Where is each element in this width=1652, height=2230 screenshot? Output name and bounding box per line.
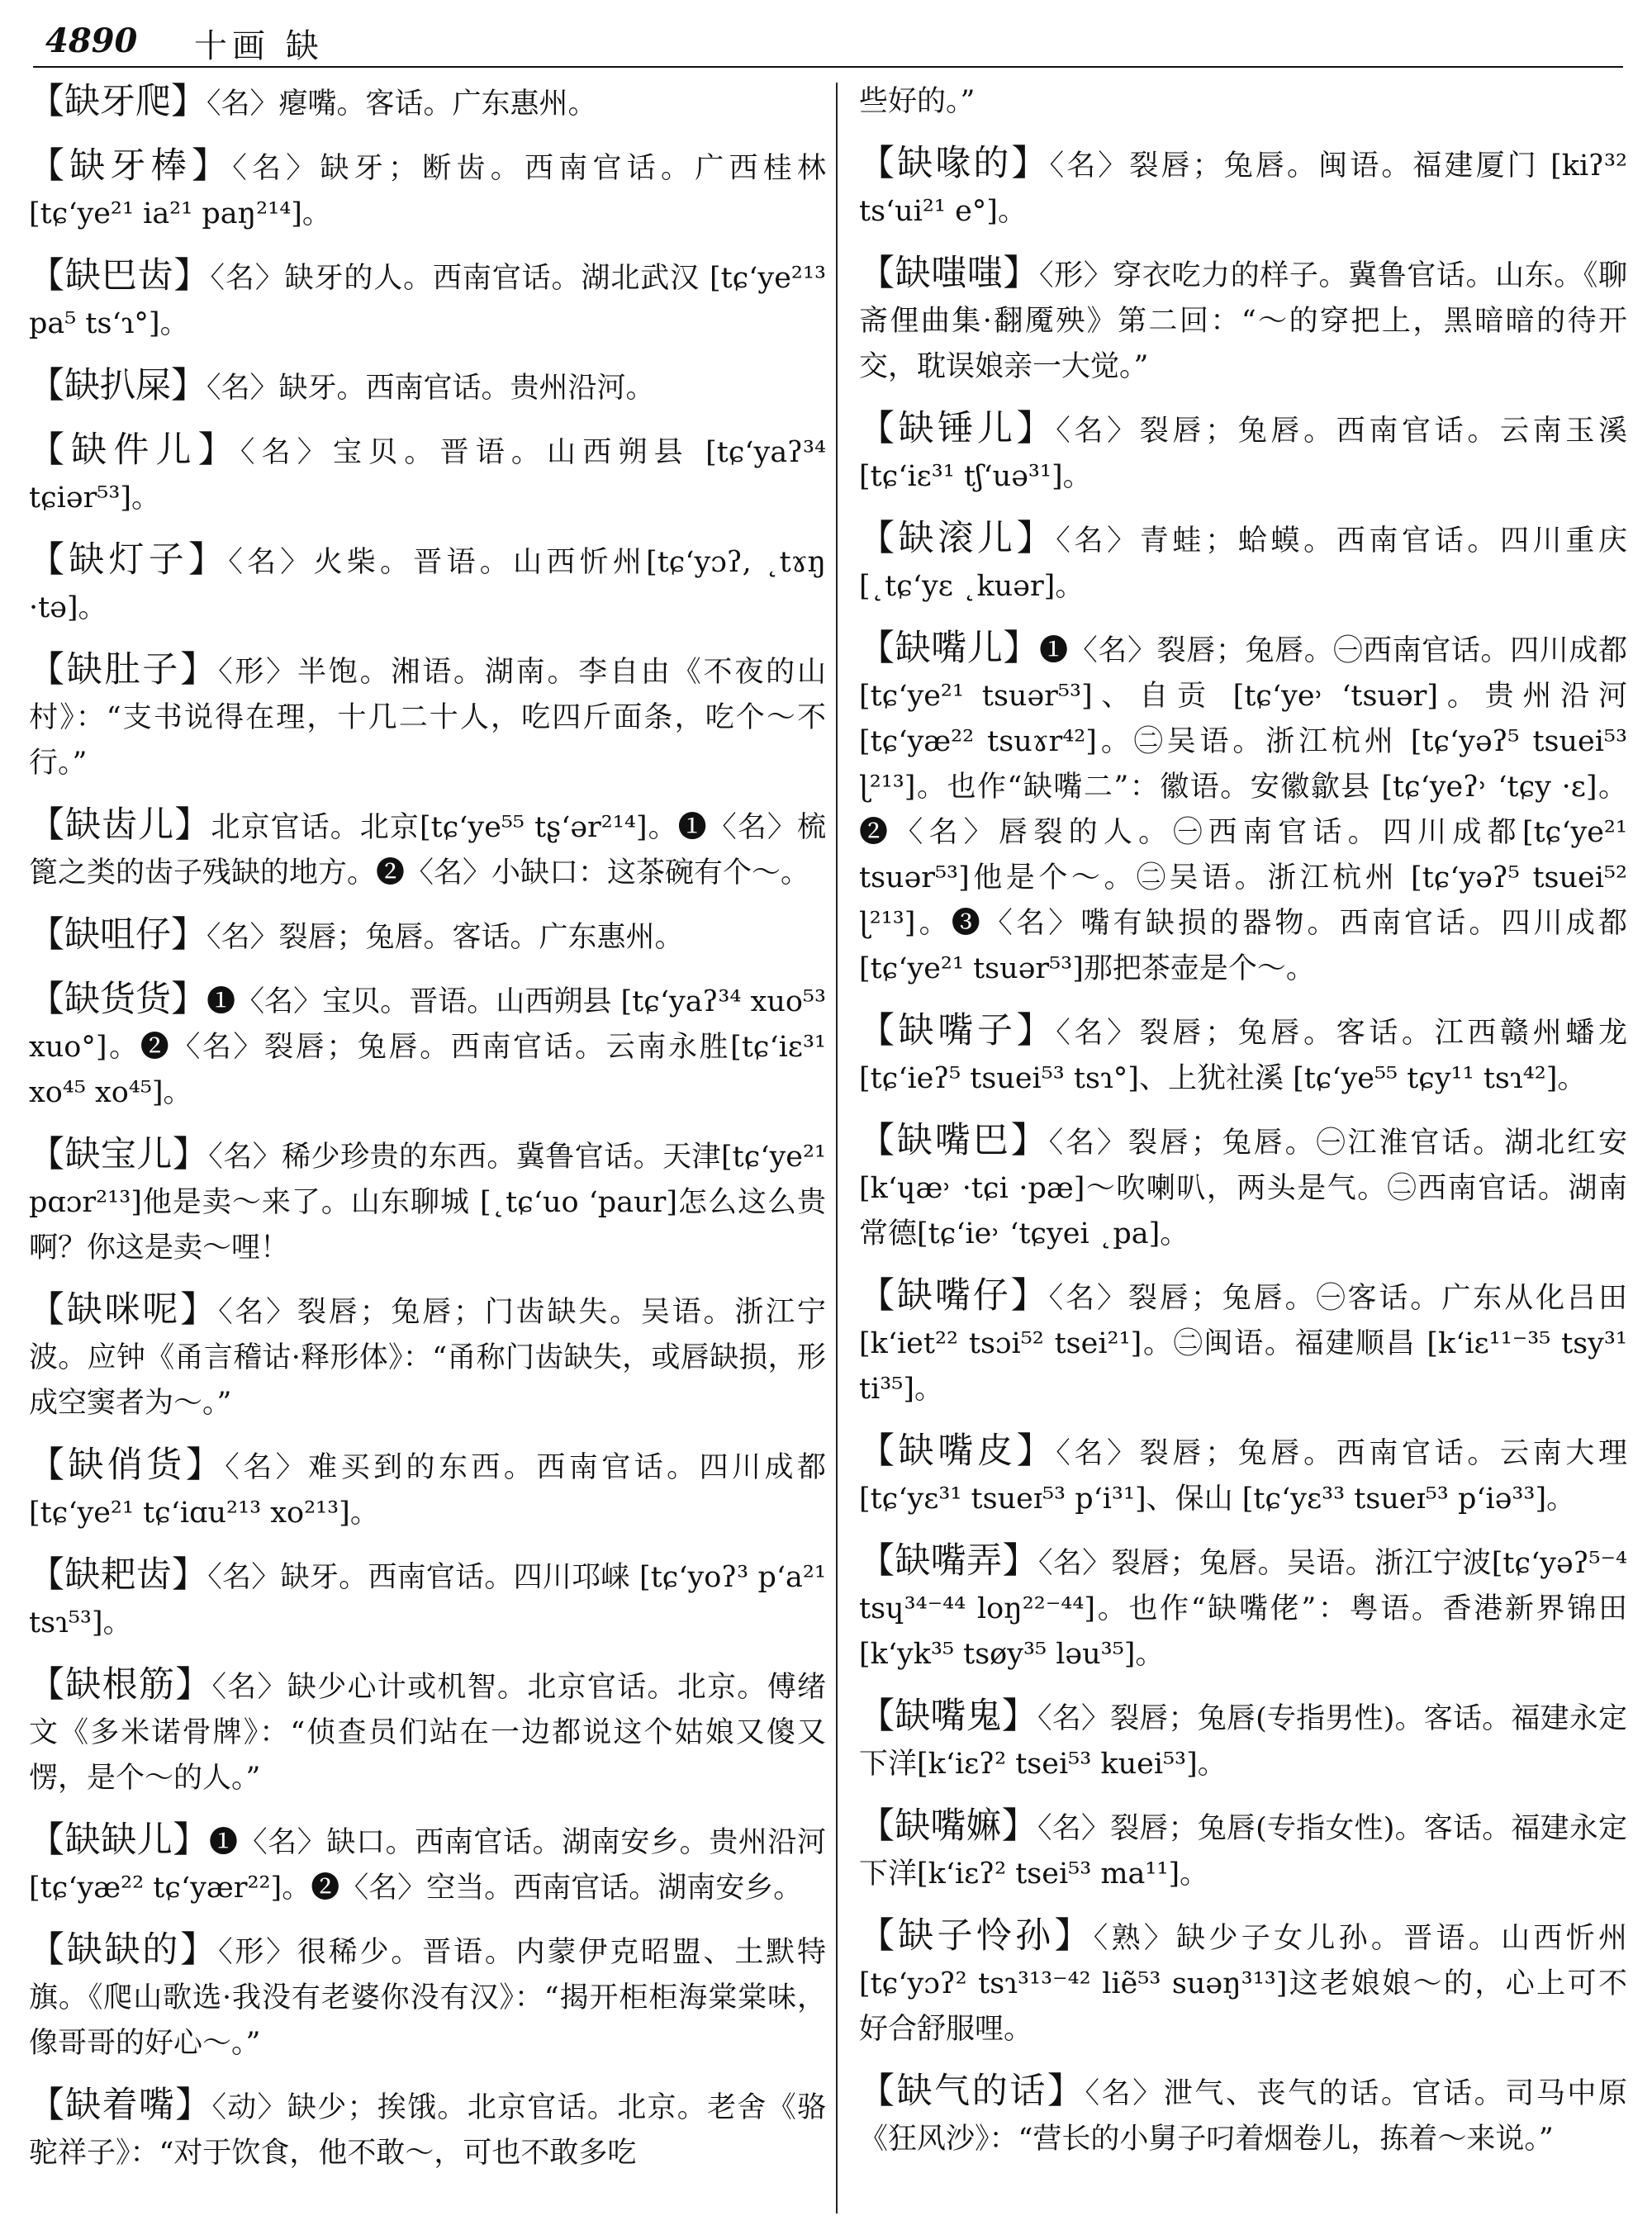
dictionary-entry [29,1132,826,1271]
entry-definition: 〈名〉难买到的东西。西南官话。四川成都 [tɕ‘ye²¹ tɕ‘iɑu²¹³ xo²¹³]。 [29,1451,826,1530]
dictionary-entry [29,913,826,961]
dictionary-entry [859,1539,1627,1677]
entry-definition: 〈名〉裂唇；兔唇。闽语。福建厦门 [kiʔ³² ts‘ui²¹ e°]。 [859,149,1628,228]
dictionary-entry [859,1914,1627,2052]
entry-headword: 【缺牙爬】 [29,81,206,122]
entry-headword: 【缺嘴嫲】 [859,1805,1037,1847]
entry-definition: ❶〈名〉宝贝。晋语。山西朔县 [tɕ‘yaʔ³⁴ xuo⁵³ xuo°]。❷〈名〉裂唇；兔唇。西南官话。云南永胜[tɕ‘iɛ³¹ xo⁴⁵ xo⁴⁵]。 [29,985,826,1109]
entry-definition: 北京官话。北京[tɕ‘ye⁵⁵ tʂ‘ər²¹⁴]。❶〈名〉梳篦之类的齿子残缺的地方。❷〈名〉小缺口：这茶碗有个～。 [29,811,826,890]
entry-headword: 【缺缺儿】 [29,1820,209,1861]
entry-headword: 【缺气的话】 [859,2071,1085,2112]
dictionary-entry [29,363,826,411]
entry-definition: 〈名〉裂唇；兔唇。西南官话。云南大理 [tɕ‘yɛ³¹ tsueɪ⁵³ p‘i³¹]、保山 [tɕ‘yɛ³³ tsueɪ⁵³ p‘iə³³]。 [859,1437,1627,1516]
dictionary-entry [29,1443,826,1536]
right-column [859,79,1627,2179]
entry-definition: 〈名〉裂唇；兔唇。客话。广东惠州。 [206,921,684,954]
entry-definition: 〈名〉泄气、丧气的话。官话。司马中原《狂风沙》：“营长的小舅子叼着烟卷儿，拣着～来说。” [859,2077,1627,2156]
entry-definition: 〈名〉青蛙；蛤蟆。西南官话。四川重庆 [˛tɕ‘yɛ ˛kuər]。 [859,524,1627,603]
dictionary-entry [29,79,826,127]
entry-definition: 〈名〉火柴。晋语。山西忻州[tɕ‘yɔʔ, ˛tɤŋ ·tə]。 [29,546,827,624]
dictionary-entry [859,1274,1627,1412]
entry-headword: 【缺根筋】 [29,1664,212,1706]
entry-definition: 〈名〉宝贝。晋语。山西朔县 [tɕ‘yaʔ³⁴ tɕiər⁵³]。 [29,436,827,515]
entry-definition: 〈名〉裂唇；兔唇(专指男性)。客话。福建永定下洋[k‘iɛʔ² tsei⁵³ kuei⁵³]。 [859,1702,1628,1781]
entry-headword: 【缺灯子】 [29,539,229,581]
dictionary-entry [859,626,1627,992]
dictionary-entry [859,1008,1627,1102]
entry-definition: 〈名〉裂唇；兔唇。吴语。浙江宁波[tɕ‘yəʔ⁵⁻⁴ tsɥ³⁴⁻⁴⁴ loŋ²²⁻⁴⁴]。也作“缺嘴佬”：粤语。香港新界锦田[k‘yk³⁵ tsøy³⁵ ləu³⁵]。 [859,1547,1627,1671]
dictionary-entry [859,1804,1627,1897]
dictionary-entry [859,141,1627,235]
dictionary-entry [29,1928,826,2066]
dictionary-entry [29,254,826,347]
dictionary-entry [29,144,826,237]
continuation-text: 些好的。” [859,85,976,118]
entry-headword: 【缺嘴儿】 [859,628,1040,669]
dictionary-entry [859,2069,1627,2162]
entry-definition: 〈名〉瘪嘴。客话。广东惠州。 [206,88,597,121]
entry-headword: 【缺嘴弄】 [859,1540,1038,1582]
entry-definition: ❶〈名〉缺口。西南官话。湖南安乡。贵州沿河[tɕ‘yæ²² tɕ‘yær²²]。❷〈名〉空当。西南官话。湖南安乡。 [29,1826,826,1905]
left-column [29,79,826,2193]
entry-headword: 【缺着嘴】 [29,2085,212,2126]
entry-definition: 〈名〉裂唇；兔唇。㊀江淮官话。湖北红安 [k‘ɥæ˒ ·tɕi ·pæ]～吹喇叭，两头是气。㊁西南官话。湖南常德[tɕ‘ie˒ ‘tɕyei ˛pa]。 [859,1127,1627,1250]
entry-definition: 〈名〉稀少珍贵的东西。冀鲁官话。天津[tɕ‘ye²¹ pɑɔr²¹³]他是卖～来了。山东聊城 [˛tɕ‘uo ‘paur]怎么这么贵啊？你这是卖～哩！ [29,1141,827,1264]
dictionary-entry [859,1694,1627,1787]
chapter-heading: 十画 缺 [194,27,324,65]
page-number: 4890 [45,21,138,60]
column-divider [836,83,838,2213]
dictionary-entry [859,516,1627,610]
dictionary-entry [29,648,826,786]
entry-headword: 【缺俏货】 [29,1445,225,1486]
entry-definition: 〈名〉缺牙。西南官话。四川邛崃 [tɕ‘yoʔ³ p‘a²¹ tsɿ⁵³]。 [29,1561,826,1639]
entry-headword: 【缺牙棒】 [29,145,233,187]
entry-headword: 【缺嘴巴】 [859,1120,1049,1161]
entry-headword: 【缺子怜孙】 [859,1915,1094,1957]
entry-headword: 【缺咪呢】 [29,1289,219,1331]
dictionary-entry [29,538,826,631]
header-rule [33,66,1623,68]
entry-definition: 〈名〉裂唇；兔唇。西南官话。云南玉溪 [tɕ‘iɛ³¹ tʃ‘uə³¹]。 [859,415,1627,493]
entry-definition: 〈名〉缺牙；断齿。西南官话。广西桂林 [tɕ‘ye²¹ ia²¹ paŋ²¹⁴]。 [29,152,826,230]
dictionary-entry [29,1663,826,1801]
dictionary-entry [29,977,826,1116]
entry-headword: 【缺扒屎】 [29,365,206,406]
entry-definition: 〈名〉裂唇；兔唇；门齿缺失。吴语。浙江宁波。应钟《甬言稽诂·释形体》：“甬称门齿缺失，或唇缺损，形成空窦者为～。” [29,1296,826,1420]
entry-headword: 【缺齿儿】 [29,804,211,846]
entry-definition: 〈形〉半饱。湘语。湖南。李自由《不夜的山村》：“支书说得在理，十几二十人，吃四斤面条，吃个～不行。” [29,656,826,780]
entry-headword: 【缺嗤嗤】 [859,253,1039,294]
entry-headword: 【缺肚子】 [29,649,219,690]
entry-definition: 〈名〉裂唇；兔唇。客话。江西赣州蟠龙 [tɕ‘ieʔ⁵ tsuei⁵³ tsɿ°]、上犹社溪 [tɕ‘ye⁵⁵ tɕy¹¹ tsɿ⁴²]。 [859,1017,1627,1095]
entry-headword: 【缺巴齿】 [29,255,211,297]
entry-headword: 【缺嘴子】 [859,1010,1056,1051]
dictionary-entry [859,1429,1627,1522]
dictionary-entry [859,406,1627,500]
entry-headword: 【缺喙的】 [859,143,1050,184]
entry-definition: 〈熟〉缺少子女儿孙。晋语。山西忻州 [tɕ‘yɔʔ² tsɿ³¹³⁻⁴² liẽ⁵³ suəŋ³¹³]这老娘娘～的，心上可不好合舒服哩。 [859,1922,1627,2046]
entry-definition: ❶〈名〉裂唇；兔唇。㊀西南官话。四川成都 [tɕ‘ye²¹ tsuər⁵³]、自贡 [tɕ‘ye˒ ‘tsuər]。贵州沿河[tɕ‘yæ²² tsuɤr⁴²]。㊁吴语。浙江杭州 [tɕ‘yəʔ⁵ tsuei⁵³ ɭ²¹³]。也作“缺嘴二”：徽语。安徽歙县 [tɕ‘yeʔ˒ ‘tɕy ·ɛ]。❷〈名〉唇裂的人。㊀西南官话。四川成都[tɕ‘ye²¹ tsuər⁵³]他是个～。㊁吴语。浙江杭州 [tɕ‘yəʔ⁵ tsuei⁵² ɭ²¹³]。❸〈名〉嘴有缺损的器物。西南官话。四川成都[tɕ‘ye²¹ tsuər⁵³]那把茶壶是个～。 [859,634,1627,985]
dictionary-entry [29,803,826,896]
dictionary-entry [29,428,826,521]
entry-definition: 〈名〉裂唇；兔唇。㊀客话。广东从化吕田 [k‘iet²² tsɔi⁵² tsei²¹]。㊁闽语。福建顺昌 [k‘iɛ¹¹⁻³⁵ tsy³¹ ti³⁵]。 [859,1282,1627,1406]
entry-headword: 【缺锤儿】 [859,408,1056,449]
page-header [45,15,1619,64]
entry-definition: 〈名〉缺牙。西南官话。贵州沿河。 [206,372,655,405]
entry-headword: 【缺嘴仔】 [859,1275,1049,1317]
dictionary-entry [29,1818,826,1911]
entry-headword: 【缺货货】 [29,979,207,1020]
entry-definition: 〈形〉穿衣吃力的样子。冀鲁官话。山东。《聊斋俚曲集·翻魇殃》第二回：“～的穿把上，黑暗暗的待开交，耽误娘亲一大觉。” [859,259,1627,383]
entry-definition: 〈名〉缺牙的人。西南官话。湖北武汉 [tɕ‘ye²¹³ pa⁵ ts‘ɿ°]。 [29,262,827,340]
entry-definition: 〈名〉裂唇；兔唇(专指女性)。客话。福建永定下洋[k‘iɛʔ² tsei⁵³ ma¹¹]。 [859,1812,1628,1891]
entry-headword: 【缺件儿】 [29,429,240,471]
entry-definition: 〈形〉很稀少。晋语。内蒙伊克昭盟、土默特旗。《爬山歌选·我没有老婆你没有汉》：“揭开柜柜海棠棠味，像哥哥的好心～。” [29,1936,826,2060]
entry-definition: 〈名〉缺少心计或机智。北京官话。北京。傅绪文《多米诺骨牌》：“侦查员们站在一边都说这个姑娘又傻又愣，是个～的人。” [29,1671,826,1795]
dictionary-entry [859,251,1627,390]
dictionary-entry [29,1553,826,1646]
entry-headword: 【缺耙齿】 [29,1554,208,1596]
entry-headword: 【缺宝儿】 [29,1134,209,1175]
entry-headword: 【缺嘴鬼】 [859,1696,1037,1737]
entry-headword: 【缺咀仔】 [29,914,206,956]
entry-definition: 〈动〉缺少；挨饿。北京官话。北京。老舍《骆驼祥子》：“对于饮食，他不敢～，可也不敢多吃 [29,2091,826,2170]
dictionary-entry [859,1118,1627,1257]
entry-headword: 【缺滚儿】 [859,518,1056,559]
entry-headword: 【缺嘴皮】 [859,1431,1056,1472]
entry-headword: 【缺缺的】 [29,1929,219,1971]
dictionary-entry [29,2083,826,2176]
dictionary-entry [29,1288,826,1426]
